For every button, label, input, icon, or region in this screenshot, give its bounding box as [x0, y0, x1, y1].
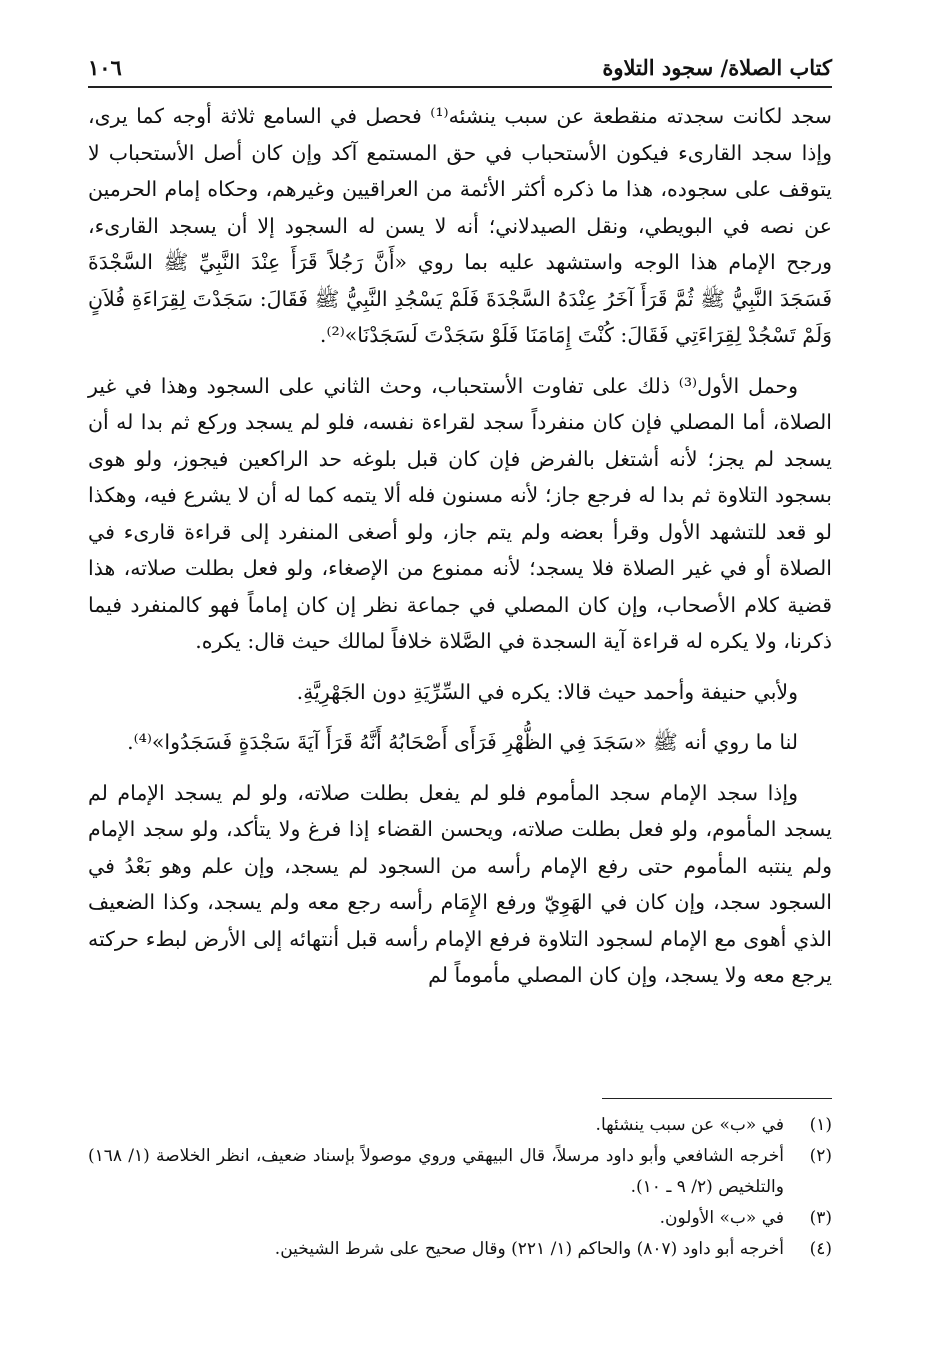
footnote-number: (٤): [809, 1239, 832, 1259]
footnote-text: في «ب» الأولون.: [659, 1208, 784, 1228]
paragraph: لنا ما روي أنه ﷺ «سَجَدَ فِي الظُّهْرِ فَرَأَى أَصْحَابُهُ أَنَّهُ قَرَأَ آيَةَ سَجْدَةٍ فَسَجَدُوا»⁽⁴⁾.: [127, 730, 798, 754]
footnote-text: أخرجه الشافعي وأبو داود مرسلاً، قال البيهقي وروي موصولاً بإسناد ضعيف، انظر الخلاصة (١/ ١٦٨) والتلخيص (٢/ ٩ ـ ١٠).: [88, 1146, 785, 1197]
footnote: [88, 1234, 832, 1265]
footnote: [88, 1203, 832, 1234]
footnote-number: (١): [809, 1115, 832, 1135]
footnote-separator: [602, 1098, 832, 1099]
paragraph: وإذا سجد الإمام سجد المأموم فلو لم يفعل بطلت صلاته، ولو لم يسجد الإمام لم يسجد المأموم، ولو فعل بطلت صلاته، ويحسن القضاء إذا فرغ ولا يتأكد، ولو سجد الإمام ولم ينتبه المأموم حتى رفع الإمام رأسه من السجود لم يسجد، وإن علم وهو بَعْدُ في السجود سجد، وإن كان في الهَوِيّ ورفع الإِمَام رأسه رجع معه ولم يسجد، وكذا الضعيف الذي أهوى مع الإمام لسجود التلاوة فرفع الإمام رأسه قبل أنتهائه إلى الأرض لبطء حركته يرجع معه ولا يسجد، وإن كان المصلي مأموماً لم: [88, 780, 832, 987]
paragraph: ولأبي حنيفة وأحمد حيث قالا: يكره في السِّرِّيَةِ دون الجَهْرِيَّةِ.: [296, 679, 798, 704]
paragraph: سجد لكانت سجدته منقطعة عن سبب ينشئه⁽¹⁾ فحصل في السامع ثلاثة أوجه كما يرى، وإذا سجد القارىء فيكون الأستحباب في حق المستمع آكد وإن كان أصل الأستحباب لا يتوقف على سجوده، هذا ما ذكره أكثر الأئمة من العراقيين وغيرهم، وحكاه إمام الحرمين عن نصه في البويطي، ونقل الصيدلاني؛ أنه لا يسن له السجود إلا أن يسجد القارىء، ورجح الإمام هذا الوجه واستشهد عليه بما روي «أَنَّ رَجُلاً قَرَأَ عِنْدَ النَّبِيِّ ﷺ السَّجْدَةَ فَسَجَدَ النَّبِيُّ ﷺ ثُمَّ قَرَأَ آخَرُ عِنْدَهُ السَّجْدَةَ فَلَمْ يَسْجُدِ النَّبِيُّ ﷺ فَقَالَ: سَجَدْتَ لِقِرَاءَةِ فُلاَنٍ وَلَمْ تَسْجُدْ لِقِرَاءَتِي فَقَالَ: كُنْتَ إِمَامَنَا فَلَوْ سَجَدْتَ لَسَجَدْنَا»⁽²⁾.: [88, 104, 832, 347]
footnote: [88, 1141, 832, 1203]
footnote-text: أخرجه أبو داود (٨٠٧) والحاكم (١/ ٢٢١) وقال صحيح على شرط الشيخين.: [274, 1239, 784, 1259]
running-title: كتاب الصلاة/ سجود التلاوة: [602, 55, 832, 80]
footnotes: [88, 1110, 832, 1265]
paragraph: وحمل الأول⁽³⁾ ذلك على تفاوت الأستحباب، وحث الثاني على السجود وهذا في غير الصلاة، أما المصلي فإن كان منفرداً سجد لقراءة نفسه، فلو لم يسجد وركع ثم بدا له أن يسجد لم يجز؛ لأنه أشتغل بالفرض فإن كان قبل بلوغه حد الراكعين فيجوز، ولو هوى بسجود التلاوة ثم بدا له فرجع جاز؛ لأنه مسنون فله ألا يتمه كما له أن لا يشرع فيه، وهكذا لو قعد للتشهد الأول وقرأ بعضه ولم يتم جاز، ولو أصغى المنفرد إلى قراءة قارىء في الصلاة أو في غير الصلاة فلا يسجد؛ لأنه ممنوع من الإصغاء، ولو فعل بطلت صلاته، هذا قضية كلام الأصحاب، وإن كان المصلي في جماعة نظر إن كان إماماً فهو كالمنفرد فيما ذكرنا، ولا يكره له قراءة آية السجدة في الصَّلاة خلافاً لمالك حيث قال: يكره.: [88, 373, 832, 653]
footnote-number: (٢): [809, 1146, 832, 1166]
footnote-number: (٣): [809, 1208, 832, 1228]
footnote: [88, 1110, 832, 1141]
footnote-text: في «ب» عن سبب ينشئها.: [595, 1115, 784, 1135]
main-text: [88, 98, 832, 1008]
page-header: [88, 34, 832, 88]
page-number: ١٠٦: [88, 55, 122, 80]
